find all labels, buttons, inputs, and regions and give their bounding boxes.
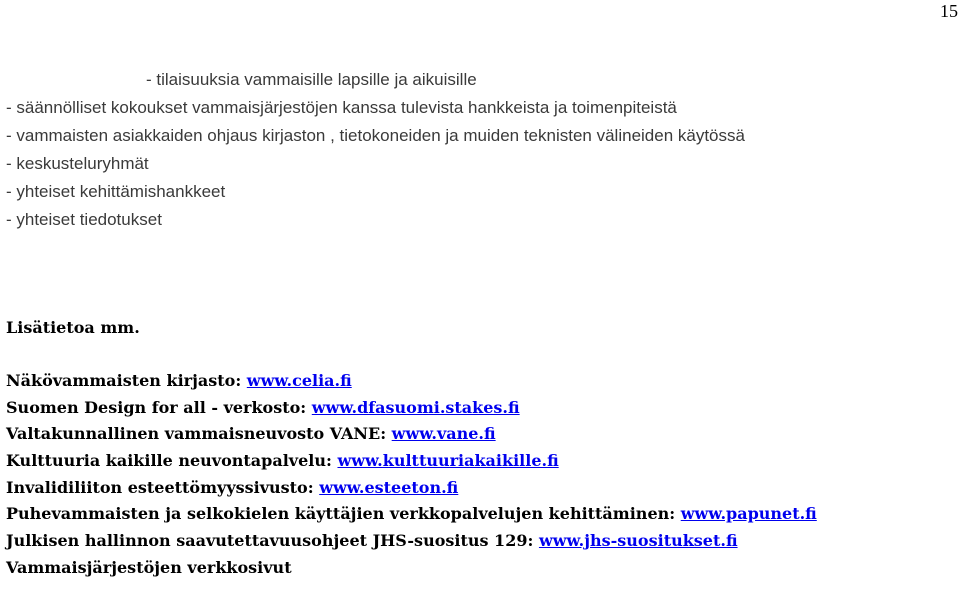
link-row: [6, 395, 817, 422]
link-label: Invalidiliiton esteettömyyssivusto:: [6, 477, 320, 497]
link-row: [6, 421, 817, 448]
link-label: Puhevammaisten ja selkokielen käyttäjien verkkopalvelujen kehittäminen:: [6, 504, 681, 524]
bullet-item: - säännölliset kokoukset vammaisjärjestöjen kanssa tulevista hankkeista ja toimenpiteistä: [6, 98, 677, 117]
link-row: [6, 368, 817, 395]
link-row: [6, 448, 817, 475]
link-row: [6, 475, 817, 502]
link-label: Kulttuuria kaikille neuvontapalvelu:: [6, 451, 338, 471]
bullet-item: - tilaisuuksia vammaisille lapsille ja aikuisille: [146, 70, 477, 89]
link-url[interactable]: www.kulttuuriakaikille.fi: [337, 451, 559, 471]
link-row: [6, 528, 817, 555]
link-url[interactable]: www.vane.fi: [391, 424, 496, 444]
link-row: [6, 555, 817, 582]
bullet-item: - keskusteluryhmät: [6, 154, 149, 173]
section-heading: Lisätietoa mm.: [6, 318, 140, 337]
link-url[interactable]: www.celia.fi: [246, 371, 352, 390]
link-url[interactable]: www.papunet.fi: [680, 504, 817, 524]
link-label: Vammaisjärjestöjen verkkosivut: [6, 557, 292, 577]
link-url[interactable]: www.esteeton.fi: [319, 477, 459, 497]
bullet-item: - yhteiset kehittämishankkeet: [6, 182, 226, 201]
link-url[interactable]: www.jhs-suositukset.fi: [538, 531, 738, 551]
page-number: 15: [940, 1, 958, 21]
link-label: Julkisen hallinnon saavutettavuusohjeet JHS-suositus 129:: [6, 531, 539, 551]
resource-links-section: [6, 316, 817, 582]
bullet-list: [6, 66, 745, 234]
link-row: [6, 501, 817, 528]
bullet-item: - yhteiset tiedotukset: [6, 210, 162, 229]
link-url[interactable]: www.dfasuomi.stakes.fi: [311, 397, 520, 417]
link-label: Näkövammaisten kirjasto:: [6, 371, 247, 390]
link-label: Valtakunnallinen vammaisneuvosto VANE:: [6, 424, 392, 444]
link-label: Suomen Design for all - verkosto:: [6, 397, 312, 417]
bullet-item: - vammaisten asiakkaiden ohjaus kirjaston , tietokoneiden ja muiden teknisten välineiden käytössä: [6, 126, 745, 145]
